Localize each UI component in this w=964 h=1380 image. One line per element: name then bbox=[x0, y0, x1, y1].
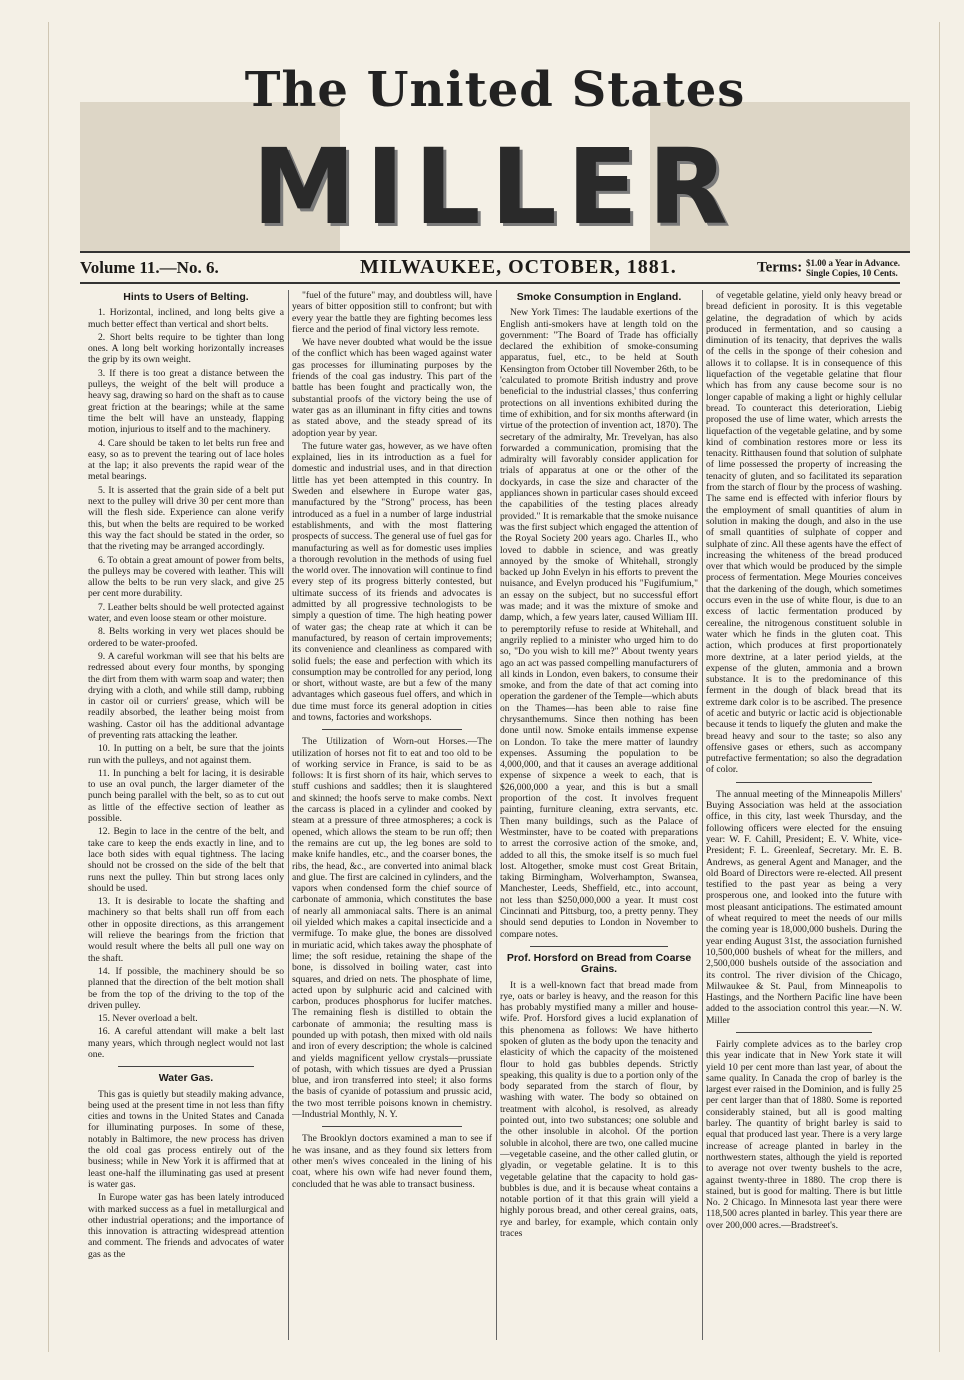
masthead bbox=[80, 62, 910, 262]
column-1 bbox=[88, 290, 284, 1340]
masthead-title: The United States bbox=[244, 62, 746, 118]
article-heading: Hints to Users of Belting. bbox=[123, 291, 249, 303]
article-paragraph: New York Times: The laudable exertions of the English anti-smokers have at length told on the government: "The Board of Trade has officially declared the exhibition of smoke-consuming apparatus, fuel, etc., to be held at South Kensington from October till November 26th, to be 'calculated to promote British industry and prove beneficial to the industrial classes,' thus conferring protections on all inventions exhibited during the time of exhibition, and for six months afterward (in virtue of the protection of invention act, 1870). The secretary of the admiralty, Mr. Trevelyan, has also forwarded a communication, promising that the admiralty will favorably consider application for trials of apparatus at one or the other of the dockyards, in case the size and character of the appliances shown in particular cases should exceed the capabilities of the testing places already provided." It is remarkable that the smoke nuisance was the first subject which engaged the attention of the Royal Society 200 years ago. Charles II., who loved to dabble in science, and was greatly annoyed by the smoke of Whitehall, strongly backed up John Evelyn in his efforts to prevent the nuisance, and Evelyn produced his "Fugifumium," an essay on the subject, but no successful effort was made; and it was the mixture of smoke and damp, which, a few years later, caused William III. to peremptorily refuse to reside at Whitehall, and angrily replied to a minister who urged him to do so, "Do you wish to kill me?" About twenty years ago an act was passed compelling manufacturers of all kinds in London, even bakers, to consume their smoke, and from the date of that act coming into operation the gardener of the Temple—which abuts on the Thames—has been able to raise fine chrysanthemums. Since then nothing has been done until now. Smoke entails immense expense on London. To take the mere matter of laundry expenses. Assuming the population to be 4,000,000, and that it causes an average additional expense of sixpence a week to each, that is $26,000,000 a year, and this is but a small proportion of the cost. It involves frequent painting, furniture cleaning, extra servants, etc. Then many buildings, such as the Palace of Westminster, have to be coated with preparations to arrest the corrosive action of the smoke, and, added to all this, the smoke itself is so much fuel lost. Altogether, smoke must cost Great Britain, taking Birmingham, Wolverhampton, Swansea, Manchester, Leeds, Sheffield, etc., into account, not less than $250,000,000 a year. It must cost Cincinnati and Pittsburg, too, a pretty penny. They should send deputies to London in November to compare notes. bbox=[500, 307, 698, 940]
article-paragraph: The Brooklyn doctors examined a man to see if he was insane, and as they found six letters from other men's wives concealed in the lining of his coat, where his own wife had never found them, concluded that he was able to transact business. bbox=[292, 1133, 492, 1190]
article-paragraph: The annual meeting of the Minneapolis Millers' Buying Association was held at the association office, in this city, last week Thursday, and the following officers were elected for the ensuing year: W. F. Cahill, President; E. V. White, vice-President; F. L. Greenleaf, Secretary. Mr. E. B. Andrews, as general Agent and Manager, and the old Board of Directors were re-elected. All present testified to the past year as being a very prosperous one, and looked into the future with most pleasant anticipations. The estimated amount of wheat required to meet the needs of our mills the coming year is 18,000,000 bushels. During the year ending August 31st, the association furnished 10,500,000 bushels of wheat for the millers, and 2,500,000 bushels outside of the association and its control. The river division of the Chicago, Milwaukee & St. Paul, from Minneapolis to Hastings, and the Northern Pacific line have been added to the association control this year.—N. W. Miller bbox=[706, 788, 902, 1026]
dateline bbox=[80, 256, 900, 284]
masthead-miller: MILLER bbox=[252, 126, 738, 248]
article-paragraph: "fuel of the future" may, and doubtless will, have years of bitter opposition still to confront; but with every year the battle they are fighting becomes less fierce and the period of final victory less remote. bbox=[292, 290, 492, 335]
article-paragraph: 16. A careful attendant will make a belt last many years, which through neglect would not last one. bbox=[88, 1026, 284, 1060]
date-place: MILWAUKEE, OCTOBER, 1881. bbox=[360, 256, 677, 278]
column-2 bbox=[292, 290, 492, 1340]
article-paragraph: 6. To obtain a great amount of power from belts, the pulleys may be covered with leather. This will allow the belts to be run very slack, and give 25 per cent more durability. bbox=[88, 554, 284, 600]
article-heading: Prof. Horsford on Bread from Coarse Grains. bbox=[506, 951, 692, 976]
article-paragraph: 4. Care should be taken to let belts run free and easy, so as to prevent the tearing out of lace holes at the lap; it also prevents the rapid wear of the metal bearings. bbox=[88, 437, 284, 483]
article-paragraph: The Utilization of Worn-out Horses.—The utilization of horses not fit to eat and too old to be of working service in France, is said to be as follows: It is first shorn of its hair, which serves to stuff cushions and saddles; then it is slaughtered and skinned; the hoofs serve to make combs. Next the carcass is placed in a cylinder and cooked by steam at a pressure of three atmospheres; a cock is opened, which allows the steam to be run off; then the remains are cut up, the leg bones are sold to make knife handles, etc., and the coarser bones, the ribs, the head, &c., are converted into animal black and glue. The first are calcined in cylinders, and the vapors when condensed form the chief source of carbonate of ammonia, which constitutes the base of nearly all ammoniacal salts. There is an animal oil yielded which makes a capital insecticide and a vermifuge. To make glue, the bones are dissolved in muriatic acid, which takes away the phosphate of lime; the soft residue, retaining the shape of the bone, is dissolved in boiling water, cast into squares, and dried on nets. The phosphate of lime, acted upon by sulphuric acid and calcined with carbon, produces phosphorus for lucifer matches. The remaining flesh is distilled to obtain the carbonate of ammonia; the resulting mass is pounded up with potash, then mixed with old nails and iron of every description; the whole is calcined and yields magnificent yellow crystals—prussiate of potash, with which tissues are dyed a Prussian blue, and iron transferred into steel; it also forms the basis of cyanide of potassium and prussic acid, the two most terrible poisons known in chemistry.—Industrial Monthly, N. Y. bbox=[292, 736, 492, 1121]
article-divider bbox=[118, 1066, 254, 1067]
article-paragraph: 11. In punching a belt for lacing, it is desirable to use an oval punch, the larger diameter of the punch being parallel with the belt, so as to cut out as little of the effective section of leather as possible. bbox=[88, 767, 284, 825]
article-paragraph: of vegetable gelatine, yield only heavy bread or bread deficient in porosity. It is this vegetable gelatine, the degradation of which by acids produced in fermentation, and so causing a diminution of its tenacity, that deprives the walls of the cells in the sponge of their cohesion and allows it to collapse. It is in consequence of this liquefaction of the vegetable gelatine that flour which has from any cause become sour is no longer capable of making a light or highly cellular bread. To counteract this deterioration, Liebig proposed the use of lime water, which arrests the liquefaction of the vegetable gelatine, and by some kind of combination restores more or less its tenacity. Ritthausen found that solution of sulphate of lime possessed the property of increasing the tenacity of gluten, and so facilitated its separation from the starch of flour by the process of washing. The same end is effected with inferior flours by the employment of small quantities of alum in solution in making the dough, and also in the use of small quantities of sulphate of copper and sulphate of zinc. All these agents have the effect of increasing the whiteness of the bread produced over that which would be produced by the simple process of fermentation. Mege Mouries conceives that the darkening of the dough, which sometimes occurs even in the use of white flour, is due to an excess of lactic fermentation produced by cerealine, the nitrogenous constituent soluble in water which he finds in the gluten coat. This action, which produces at first proportionately more dextrine, at a later period yields, at the expense of the gluten, ammonia and a brown substance. It is to the predominance of this ferment in the dough of black bread that its extreme dark color is to be ascribed. The presence of acetic and butyric or lactic acid is objectionable because it tends to liquefy the gluten and make the bread heavy and sour to the taste; so also any offensive gases or ethers, such as accompany putrefactive fermentation; so also the degradation of color. bbox=[706, 290, 902, 776]
article-paragraph: This gas is quietly but steadily making advance, being used at the present time in not less than fifty cities and towns in the United States and Canada for illuminating purposes. In some of these, notably in Baltimore, the new process has driven the old coal gas process entirely out of the business; while in New York it is affirmed that at least one-half the illuminating gas used at present is water gas. bbox=[88, 1088, 284, 1190]
article-paragraph: 12. Begin to lace in the centre of the belt, and take care to keep the ends exactly in line, and to lace both sides with equal tightness. The lacing should not be crossed on the side of the belt that runs next the pulley. Thin but strong laces only should be used. bbox=[88, 826, 284, 894]
article-paragraph: 15. Never overload a belt. bbox=[98, 1013, 198, 1025]
column-3 bbox=[500, 290, 698, 1340]
column-4 bbox=[706, 290, 902, 1340]
article-paragraph: The future water gas, however, as we have often explained, lies in its introduction as a fuel for domestic and industrial uses, and in that direction little has yet been attempted in this country. In Sweden and elsewhere in Europe water gas, manufactured by the "Strong" process, has been introduced as a fuel in a number of large industrial establishments, and with the most flattering prospects of success. The general use of fuel gas for manufacturing as well as for domestic uses implies a thorough revolution in the methods of using fuel the world over. The innovation will continue to find every step of its progress bitterly contested, but ultimate success of its friends and advocates is admitted by all progressive technologists to be simply a question of time. The high heating power of water gas; the cheap rate at which it can be manufactured, by reason of certain improvements; its convenience and cleanliness as compared with solid fuels; the ease and perfection with which its consumption may be controlled for any period, long or short, without waste, are but a few of the many advantages which gaseous fuel offers, and which in due time must force its general adoption in cities and towns, factories and workshops. bbox=[292, 440, 492, 723]
article-paragraph: In Europe water gas has been lately introduced with marked success as a fuel in metallurgical and other industrial operations; and the importance of this innovation is attracting widespread attention and comment. The friends and advocates of water gas as the bbox=[88, 1192, 284, 1260]
article-divider bbox=[322, 1126, 462, 1127]
article-paragraph: 10. In putting on a belt, be sure that the joints run with the pulleys, and not against them. bbox=[88, 743, 284, 766]
volume-number: Volume 11.—No. 6. bbox=[80, 258, 219, 277]
article-paragraph: It is a well-known fact that bread made from rye, oats or barley is heavy, and the reason for this has probably mystified many a miller and house-wife. Prof. Horsford gives a lucid explanation of this phenomena as follows: We have hitherto spoken of gluten as the body upon the tenacity and elasticity of which the capacity of the moistened flour to hold gas bubbles depends. Strictly speaking, this quality is due to a portion only of the body separated from the starch of flour, by washing with water. The body so obtained on treatment with alcohol, is resolved, as already pointed out, into two substances; one soluble and the other insoluble in alcohol. Of the portion soluble in alcohol, there are two, one called mucine—vegetable caseine, and the other called glutin, or glyadin, or vegetable gelatine. It is to this vegetable gelatine that the capacity to hold gas-bubbles is due, and it is because wheat contains a notable portion of it that this grain will yield a highly porous bread, and other cereal grains, oats, rye and barley, for example, which contain only traces bbox=[500, 979, 698, 1240]
article-divider bbox=[322, 729, 462, 730]
article-paragraph: 7. Leather belts should be well protected against water, and even loose steam or other moisture. bbox=[88, 601, 284, 625]
article-paragraph: 14. If possible, the machinery should be so planned that the direction of the belt motion shall be from the top of the driving to the top of the driven pulley. bbox=[88, 965, 284, 1011]
article-paragraph: 1. Horizontal, inclined, and long belts give a much better effect than vertical and short belts. bbox=[88, 307, 284, 330]
article-divider bbox=[736, 1032, 872, 1033]
article-heading: Smoke Consumption in England. bbox=[516, 291, 682, 303]
article-divider bbox=[736, 782, 872, 783]
article-paragraph: 8. Belts working in very wet places should be ordered to be water-proofed. bbox=[88, 626, 284, 649]
column-rule bbox=[496, 290, 497, 1340]
article-paragraph: We have never doubted what would be the issue of the conflict which has been waged against water gas processes for illuminating purposes by the friends of the coal gas industry. This part of the battle has been fought and practically won, the substantial proofs of the victory being the use of water gas as an illuminant in fifty cities and towns as stated above, and the steady spread of its adoption year by year. bbox=[292, 337, 492, 439]
article-paragraph: Fairly complete advices as to the barley crop this year indicate that in New York state it will yield 10 per cent more than last year, of about the same quality. In Canada the crop of barley is the largest ever raised in the Dominion, and is fully 25 per cent larger than that of 1880. Some is reported considerably stained, but all is good malting barley. The quantity of bright barley is said to equal that produced last year. There is a very large increase of acreage planted in barley in the northwestern states, although the yield is reported to average not over twenty bushels to the acre, against twenty-three in 1880. The crop there is stained, but is good for malting. There is but little No. 2 Chicago. In Minnesota last year there were 118,500 acres planted in barley. This year there are over 200,000 acres.—Bradstreet's. bbox=[706, 1039, 902, 1231]
article-paragraph: 13. It is desirable to locate the shafting and machinery so that belts shall run off from each other in opposite directions, as this arrangement will relieve the bearings from the friction that would result where the belts all pull one way on the shaft. bbox=[88, 896, 284, 964]
article-heading: Water Gas. bbox=[158, 1072, 214, 1085]
article-paragraph: 9. A careful workman will see that his belts are redressed about every four months, by sponging the dirt from them with warm soap and water; then drying with a cloth, and while still damp, rubbing in castor oil or curriers' grease, which will be readily absorbed, the leather being moist from washing. Castor oil has the additional advantage of preventing rats attacking the leather. bbox=[88, 650, 284, 741]
subscription-terms: Terms: $1.00 a Year in Advance. Single Copies, 10 Cents. bbox=[756, 258, 900, 278]
article-divider bbox=[530, 946, 668, 947]
article-paragraph: 5. It is asserted that the grain side of a belt put next to the pulley will drive 30 per cent more than will the flesh side. Experience can alone verify this, but when the belts are required to be worked this way the fact should be stated in the order, so that the riveting may be arranged accordingly. bbox=[88, 484, 284, 553]
article-paragraph: 2. Short belts require to be tighter than long ones. A long belt working horizontally increases the grip by its own weight. bbox=[88, 331, 284, 366]
column-rule bbox=[288, 290, 289, 1340]
article-paragraph: 3. If there is too great a distance between the pulleys, the weight of the belt will produce a heavy sag, drawing so hard on the shaft as to cause great friction at the bearings; while at the same time the belt will have an unsteady, flapping motion, injurious to itself and to the machinery. bbox=[88, 367, 284, 436]
column-rule bbox=[702, 290, 703, 1340]
